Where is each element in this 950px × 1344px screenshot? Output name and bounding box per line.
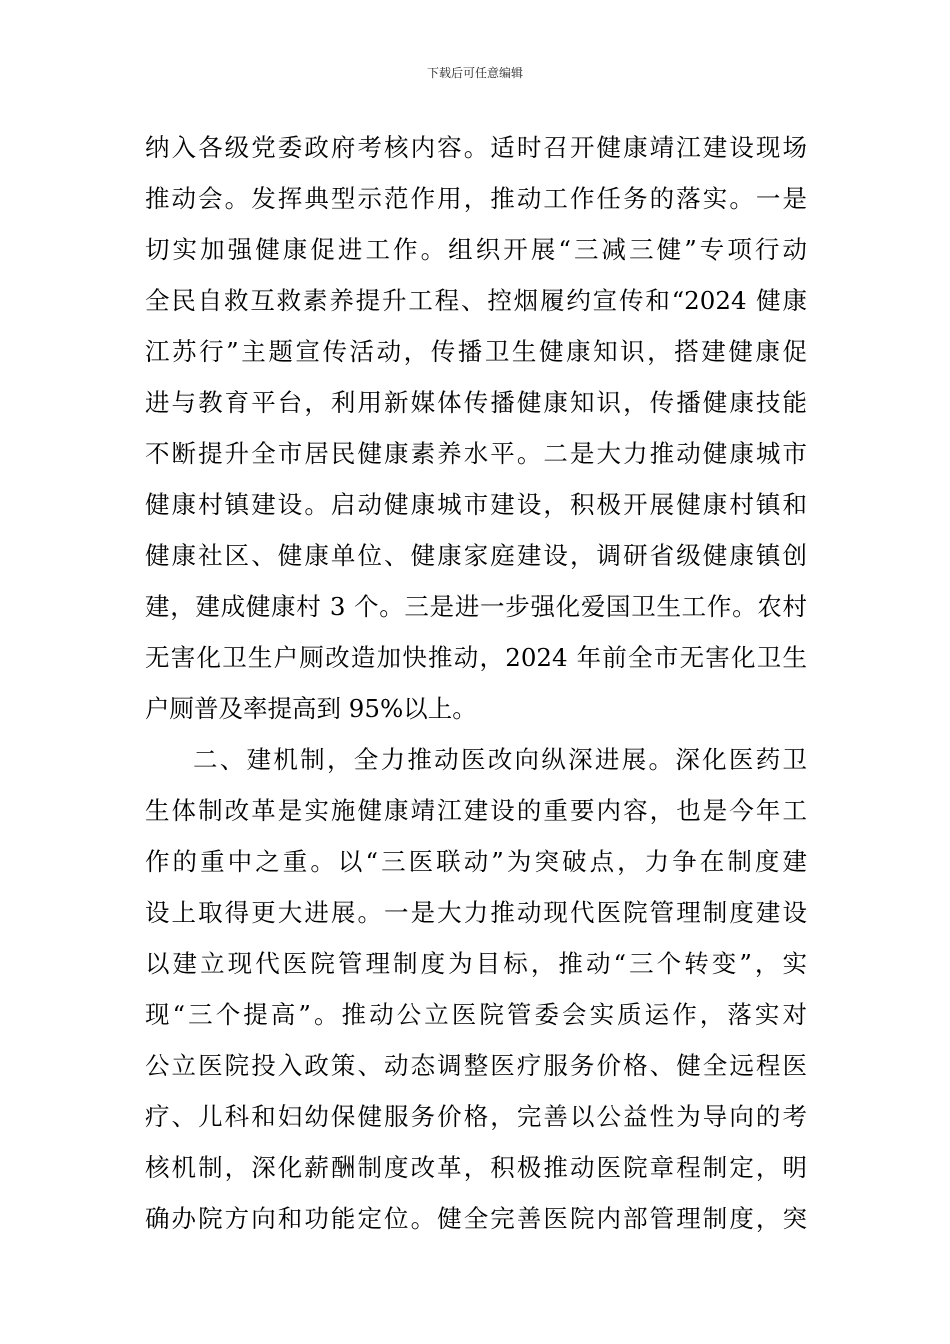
document-body [145,122,807,1244]
text-line: 建，建成健康村 3 个。三是进一步强化爱国卫生工作。农村 [145,592,807,621]
paragraph-2 [145,734,807,1244]
text-line: 进与教育平台，利用新媒体传播健康知识，传播健康技能 [145,388,807,417]
text-line: 生体制改革是实施健康靖江建设的重要内容，也是今年工 [145,796,807,825]
text-line: 江苏行”主题宣传活动，传播卫生健康知识，搭建健康促 [145,337,807,366]
text-line: 作的重中之重。以“三医联动”为突破点，力争在制度建 [145,847,807,876]
text-line: 设上取得更大进展。一是大力推动现代医院管理制度建设 [145,898,807,927]
text-line: 健康社区、健康单位、健康家庭建设，调研省级健康镇创 [145,541,807,570]
paragraph-1 [145,122,807,734]
text-line: 二、建机制，全力推动医改向纵深进展。深化医药卫 [193,745,807,774]
text-line: 无害化卫生户厕改造加快推动，2024 年前全市无害化卫生 [145,643,807,672]
page-header: 下载后可任意编辑 [426,66,523,80]
text-line: 不断提升全市居民健康素养水平。二是大力推动健康城市 [145,439,807,468]
text-line: 公立医院投入政策、动态调整医疗服务价格、健全远程医 [145,1051,807,1080]
text-line: 户厕普及率提高到 95%以上。 [145,694,477,723]
text-line: 切实加强健康促进工作。组织开展“三减三健”专项行动 [145,235,807,264]
text-line: 核机制，深化薪酬制度改革，积极推动医院章程制定，明 [145,1153,807,1182]
text-line: 全民自救互救素养提升工程、控烟履约宣传和“2024 健康 [145,286,807,315]
text-line: 推动会。发挥典型示范作用，推动工作任务的落实。一是 [145,184,807,213]
text-line: 疗、儿科和妇幼保健服务价格，完善以公益性为导向的考 [145,1102,807,1131]
text-line: 确办院方向和功能定位。健全完善医院内部管理制度，突 [145,1204,807,1233]
text-line: 健康村镇建设。启动健康城市建设，积极开展健康村镇和 [145,490,807,519]
text-line: 纳入各级党委政府考核内容。适时召开健康靖江建设现场 [145,133,807,162]
text-line: 现“三个提高”。推动公立医院管委会实质运作，落实对 [145,1000,807,1029]
text-line: 以建立现代医院管理制度为目标，推动“三个转变”，实 [145,949,807,978]
